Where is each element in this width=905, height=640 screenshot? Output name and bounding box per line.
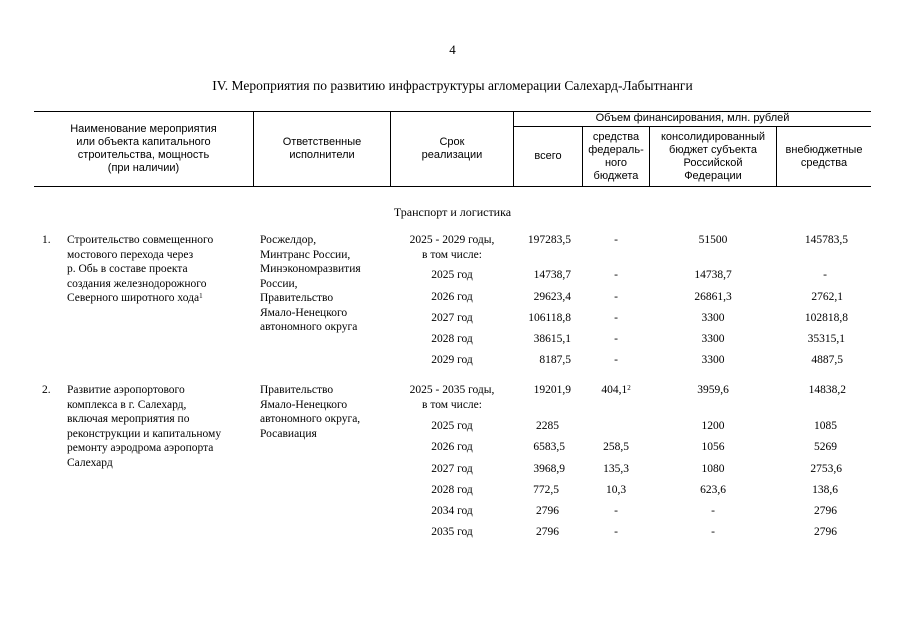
row-regional: 1200 (701, 420, 725, 432)
row-regional: 51500 (698, 234, 728, 246)
item-responsible: Росжелдор, Минтранс России, Минэкономразвития России, Правительство Ямало-Ненецкого автономного округа (260, 234, 361, 333)
row-extrabudget: 102818,8 (804, 312, 848, 324)
row-total: 106118,8 (528, 312, 571, 324)
header-extrabudget: внебюджетные средства (785, 143, 863, 169)
row-regional: - (711, 505, 715, 517)
header-responsible: Ответственные исполнители (282, 136, 362, 161)
page-number: 4 (449, 42, 456, 57)
header-term: Срок реализации (421, 136, 483, 161)
header-name: Наименование мероприятия или объекта капитального строительства, мощность (при наличии) (70, 123, 217, 174)
header-regional: консолидированный бюджет субъекта Российской Федерации (660, 130, 766, 182)
row-federal: - (614, 234, 618, 246)
row-extrabudget: 2796 (814, 526, 837, 538)
row-extrabudget: 138,6 (812, 484, 838, 496)
row-term: 2026 год (431, 441, 473, 453)
row-federal: - (614, 526, 618, 538)
row-total: 772,5 (533, 484, 559, 496)
row-total: 19201,9 (533, 384, 571, 396)
row-extrabudget: 35315,1 (807, 333, 845, 345)
row-regional: 14738,7 (694, 269, 732, 281)
row-total: 38615,1 (533, 333, 571, 345)
header-funding-title: Объем финансирования, млн. рублей (595, 112, 790, 124)
row-extrabudget: 2762,1 (811, 291, 843, 303)
row-extrabudget: - (823, 269, 827, 281)
footnote-marker: 2 (627, 384, 631, 392)
page-heading: IV. Мероприятия по развитию инфраструктуры агломерации Салехард-Лабытнанги (212, 78, 693, 93)
footnote-marker: 1 (199, 292, 203, 300)
row-federal: 10,3 (605, 484, 627, 496)
row-regional: 1056 (701, 441, 725, 453)
header-bottom-rule (34, 186, 871, 187)
item-name: Строительство совмещенного мостового перехода через р. Обь в составе проекта создания железнодорожного Северного широтного хода$^1$ (67, 234, 214, 304)
row-term: 2025 - 2029 годы, в том числе: (409, 234, 495, 261)
row-federal: 404,1$^2$ (601, 384, 631, 396)
row-extrabudget: 2796 (814, 505, 837, 517)
row-extrabudget: 14838,2 (808, 384, 846, 396)
row-term: 2028 год (431, 484, 473, 496)
row-regional: 1080 (701, 463, 725, 475)
row-federal: 258,5 (603, 441, 629, 453)
row-extrabudget: 4887,5 (811, 354, 843, 366)
row-total: 2796 (536, 526, 559, 538)
row-term: 2029 год (431, 354, 473, 366)
row-regional: 3300 (701, 354, 725, 366)
row-federal: 135,3 (603, 463, 629, 475)
row-term: 2026 год (431, 291, 473, 303)
item-name: Развитие аэропортового комплекса в г. Салехард, включая мероприятия по реконструкции и капитальному ремонту аэродрома аэропорта Салехард (67, 384, 222, 469)
row-regional: - (711, 526, 715, 538)
row-extrabudget: 1085 (814, 420, 837, 432)
row-federal: - (614, 291, 618, 303)
row-term: 2027 год (431, 463, 473, 475)
row-total: 29623,4 (533, 291, 571, 303)
item-responsible: Правительство Ямало-Ненецкого автономного округа, Росавиация (260, 384, 361, 440)
row-extrabudget: 5269 (814, 441, 837, 453)
row-extrabudget: 145783,5 (804, 234, 848, 246)
row-total: 2285 (536, 420, 559, 432)
row-federal: - (614, 269, 618, 281)
row-federal: - (614, 312, 618, 324)
header-total: всего (534, 150, 562, 162)
row-federal: - (614, 333, 618, 345)
row-total: 3968,9 (533, 463, 565, 475)
row-regional: 3959,6 (697, 384, 729, 396)
row-term: 2025 - 2035 годы, в том числе: (409, 384, 495, 411)
row-regional: 3300 (701, 312, 725, 324)
header-federal: средства федераль- ного бюджета (588, 130, 644, 182)
row-total: 8187,5 (539, 354, 571, 366)
item-number: 1. (42, 234, 51, 246)
row-total: 2796 (536, 505, 559, 517)
row-term: 2027 год (431, 312, 473, 324)
row-extrabudget: 2753,6 (810, 463, 842, 475)
row-total: 6583,5 (533, 441, 565, 453)
item-number: 2. (42, 384, 51, 396)
section-title: Транспорт и логистика (393, 205, 512, 219)
row-regional: 623,6 (700, 484, 726, 496)
row-term: 2035 год (431, 526, 473, 538)
row-term: 2028 год (431, 333, 473, 345)
row-federal: - (614, 354, 618, 366)
row-regional: 26861,3 (694, 291, 732, 303)
row-term: 2025 год (431, 420, 473, 432)
row-federal: - (614, 505, 618, 517)
row-term: 2034 год (431, 505, 473, 517)
row-regional: 3300 (701, 333, 725, 345)
row-total: 197283,5 (527, 234, 571, 246)
row-term: 2025 год (431, 269, 473, 281)
row-total: 14738,7 (533, 269, 571, 281)
